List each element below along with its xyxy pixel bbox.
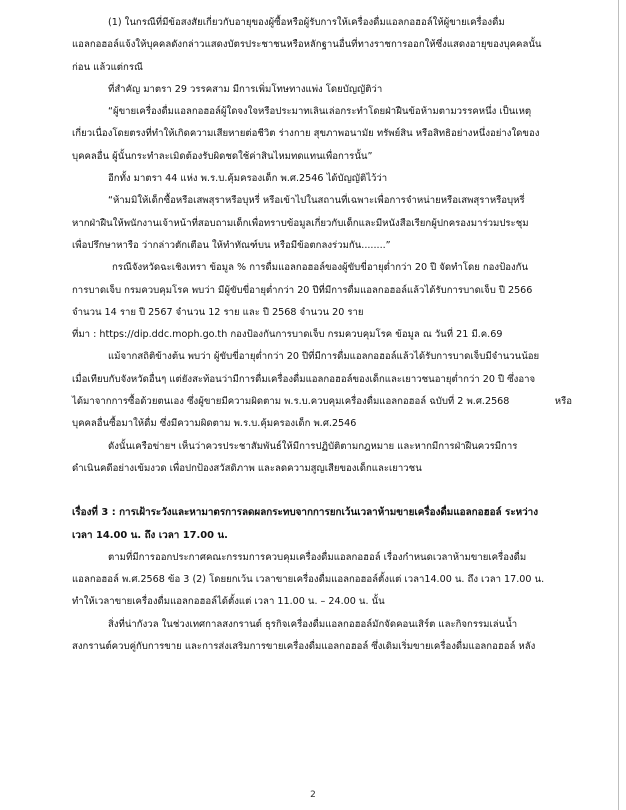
document-body bbox=[72, 12, 572, 658]
section-heading: เรื่องที่ 3 : การเฝ้าระวังและหามาตรการลดผลกระทบจากการยกเว้นเวลาห้ามขายเครื่องดื่มแอลกอฮอล์ ระหว่าง bbox=[72, 507, 539, 519]
paragraph-line: (1) ในกรณีที่มีข้อสงสัยเกี่ยวกับอายุของผู้ซื้อหรือผู้รับการให้เครื่องดื่มแอลกอฮอล์ให้ผู้ขายเครื่องดื่ม bbox=[108, 17, 505, 28]
paragraph-line: สงกรานต์ควบคู่กับการขาย และการส่งเสริมการขายเครื่องดื่มแอลกอฮอล์ ซึ่งเดิมเริ่มขายเครื่องดื่มแอลกอฮอล์ หลัง bbox=[72, 641, 536, 653]
quote-line: เกี่ยวเนื่องโดยตรงที่ทำให้เกิดความเสียหายต่อชีวิต ร่างกาย สุขภาพอนามัย ทรัพย์สิน หรือสิทธิอย่างหนึ่งอย่างใดของ bbox=[72, 128, 540, 140]
paragraph-line: ที่สำคัญ มาตรา 29 วรรคสาม มีการเพิ่มโทษทางแพ่ง โดยบัญญัติว่า bbox=[108, 83, 383, 95]
paragraph-line: ดำเนินคดีอย่างเข้มงวด เพื่อปกป้องสวัสดิภาพ และลดความสูญเสียของเด็กและเยาวชน bbox=[72, 462, 422, 474]
paragraph-line: จำนวน 14 ราย ปี 2567 จำนวน 12 ราย และ ปี 2568 จำนวน 20 ราย bbox=[72, 306, 364, 318]
blank-line bbox=[72, 480, 572, 502]
paragraph-line: กรณีจังหวัดฉะเชิงเทรา ข้อมูล % การดื่มแอลกอฮอล์ของผู้ขับขี่อายุต่ำกว่า 20 ปี จัดทำโดย กองป้องกัน bbox=[112, 262, 529, 274]
quote-line: เพื่อปรึกษาหารือ ว่ากล่าวตักเตือน ให้ทำทัณฑ์บน หรือมีข้อตกลงร่วมกัน........” bbox=[72, 239, 391, 251]
paragraph-line: แม้จากสถิติข้างต้น พบว่า ผู้ขับขี่อายุต่ำกว่า 20 ปีที่มีการดื่มแอลกอฮอล์แล้วได้รับการบาดเจ็บมีจำนวนน้อย bbox=[108, 351, 540, 363]
quote-line: หากฝ่าฝืนให้พนักงานเจ้าหน้าที่สอบถามเด็กเพื่อทราบข้อมูลเกี่ยวกับเด็กและมีหนังสือเรียกผู้ปกครองมาร่วมประชุม bbox=[72, 217, 529, 229]
paragraph-line: เมื่อเทียบกับจังหวัดอื่นๆ แต่ยังสะท้อนว่ามีการดื่มเครื่องดื่มแอลกอฮอล์ของเด็กและเยาวชนอายุต่ำกว่า 20 ปี ซึ่งอาจ bbox=[72, 373, 536, 385]
paragraph-line-text: ได้มาจากการซื้อด้วยตนเอง ซึ่งผู้ขายมีความผิดตาม พ.ร.บ.ควบคุมเครื่องดื่มแอลกอฮอล์ ฉบับที่ 2 พ.ศ.2568 bbox=[72, 396, 510, 408]
paragraph-line: อีกทั้ง มาตรา 44 แห่ง พ.ร.บ.คุ้มครองเด็ก พ.ศ.2546 ได้บัญญัติไว้ว่า bbox=[108, 173, 388, 185]
paragraph-line-tail: หรือ bbox=[554, 396, 572, 408]
paragraph-line: แอลกอฮอล์ พ.ศ.2568 ข้อ 3 (2) โดยยกเว้น เวลาขายเครื่องดื่มแอลกอฮอล์ตั้งแต่ เวลา14.00 น. ถึง เวลา 17.00 น. bbox=[72, 574, 545, 586]
paragraph-line: บุคคลอื่นซื้อมาให้ดื่ม ซึ่งมีความผิดตาม พ.ร.บ.คุ้มครองเด็ก พ.ศ.2546 bbox=[72, 418, 357, 430]
paragraph-line: ตามที่มีการออกประกาศคณะกรรมการควบคุมเครื่องดื่มแอลกอฮอล์ เรื่องกำหนดเวลาห้ามขายเครื่องดื่ม bbox=[108, 551, 527, 563]
paragraph-line: ทำให้เวลาขายเครื่องดื่มแอลกอฮอล์ได้ตั้งแต่ เวลา 11.00 น. – 24.00 น. นั้น bbox=[72, 596, 385, 608]
section-heading: เวลา 14.00 น. ถึง เวลา 17.00 น. bbox=[72, 529, 228, 541]
paragraph-line: ดังนั้นเครือข่ายฯ เห็นว่าควรประชาสัมพันธ์ให้มีการปฏิบัติตามกฎหมาย และหากมีการฝ่าฝืนควรมีการ bbox=[108, 440, 518, 452]
quote-line: “ห้ามมิให้เด็กซื้อหรือเสพสุราหรือบุหรี่ หรือเข้าไปในสถานที่เฉพาะเพื่อการจำหน่ายหรือเสพสุราหรือบุหรี่ bbox=[108, 195, 525, 207]
quote-line: “ผู้ขายเครื่องดื่มแอลกอฮอล์ผู้ใดจงใจหรือประมาทเลินเล่อกระทำโดยฝ่าฝืนข้อห้ามตามวรรคหนึ่ง เป็นเหตุ bbox=[108, 106, 532, 118]
paragraph-line: ก่อน แล้วแต่กรณี bbox=[72, 61, 143, 73]
paragraph-line: การบาดเจ็บ กรมควบคุมโรค พบว่า มีผู้ขับขี่อายุต่ำกว่า 20 ปีที่มีการดื่มแอลกอฮอล์แล้วได้รับการบาดเจ็บ ปี 2566 bbox=[72, 284, 533, 296]
source-line: ที่มา : https://dip.ddc.moph.go.th กองป้องกันการบาดเจ็บ กรมควบคุมโรค ข้อมูล ณ วันที่ 21 มี.ค.69 bbox=[72, 329, 503, 341]
paragraph-line: สิ่งที่น่ากังวล ในช่วงเทศกาลสงกรานต์ ธุรกิจเครื่องดื่มแอลกอฮอล์มักจัดคอนเสิร์ต และกิจกรรมเล่นน้ำ bbox=[108, 618, 518, 630]
paragraph-line bbox=[72, 391, 572, 413]
page-edge-line bbox=[618, 0, 619, 810]
page-number: 2 bbox=[310, 790, 316, 800]
quote-line: บุคคลอื่น ผู้นั้นกระทำละเมิดต้องรับผิดชดใช้ค่าสินไหมทดแทนเพื่อการนั้น” bbox=[72, 150, 373, 162]
paragraph-line: แอลกอฮอล์แจ้งให้บุคคลดังกล่าวแสดงบัตรประชาชนหรือหลักฐานอื่นที่ทางราชการออกให้ซึ่งแสดงอายุของบุคคลนั้น bbox=[72, 39, 542, 51]
